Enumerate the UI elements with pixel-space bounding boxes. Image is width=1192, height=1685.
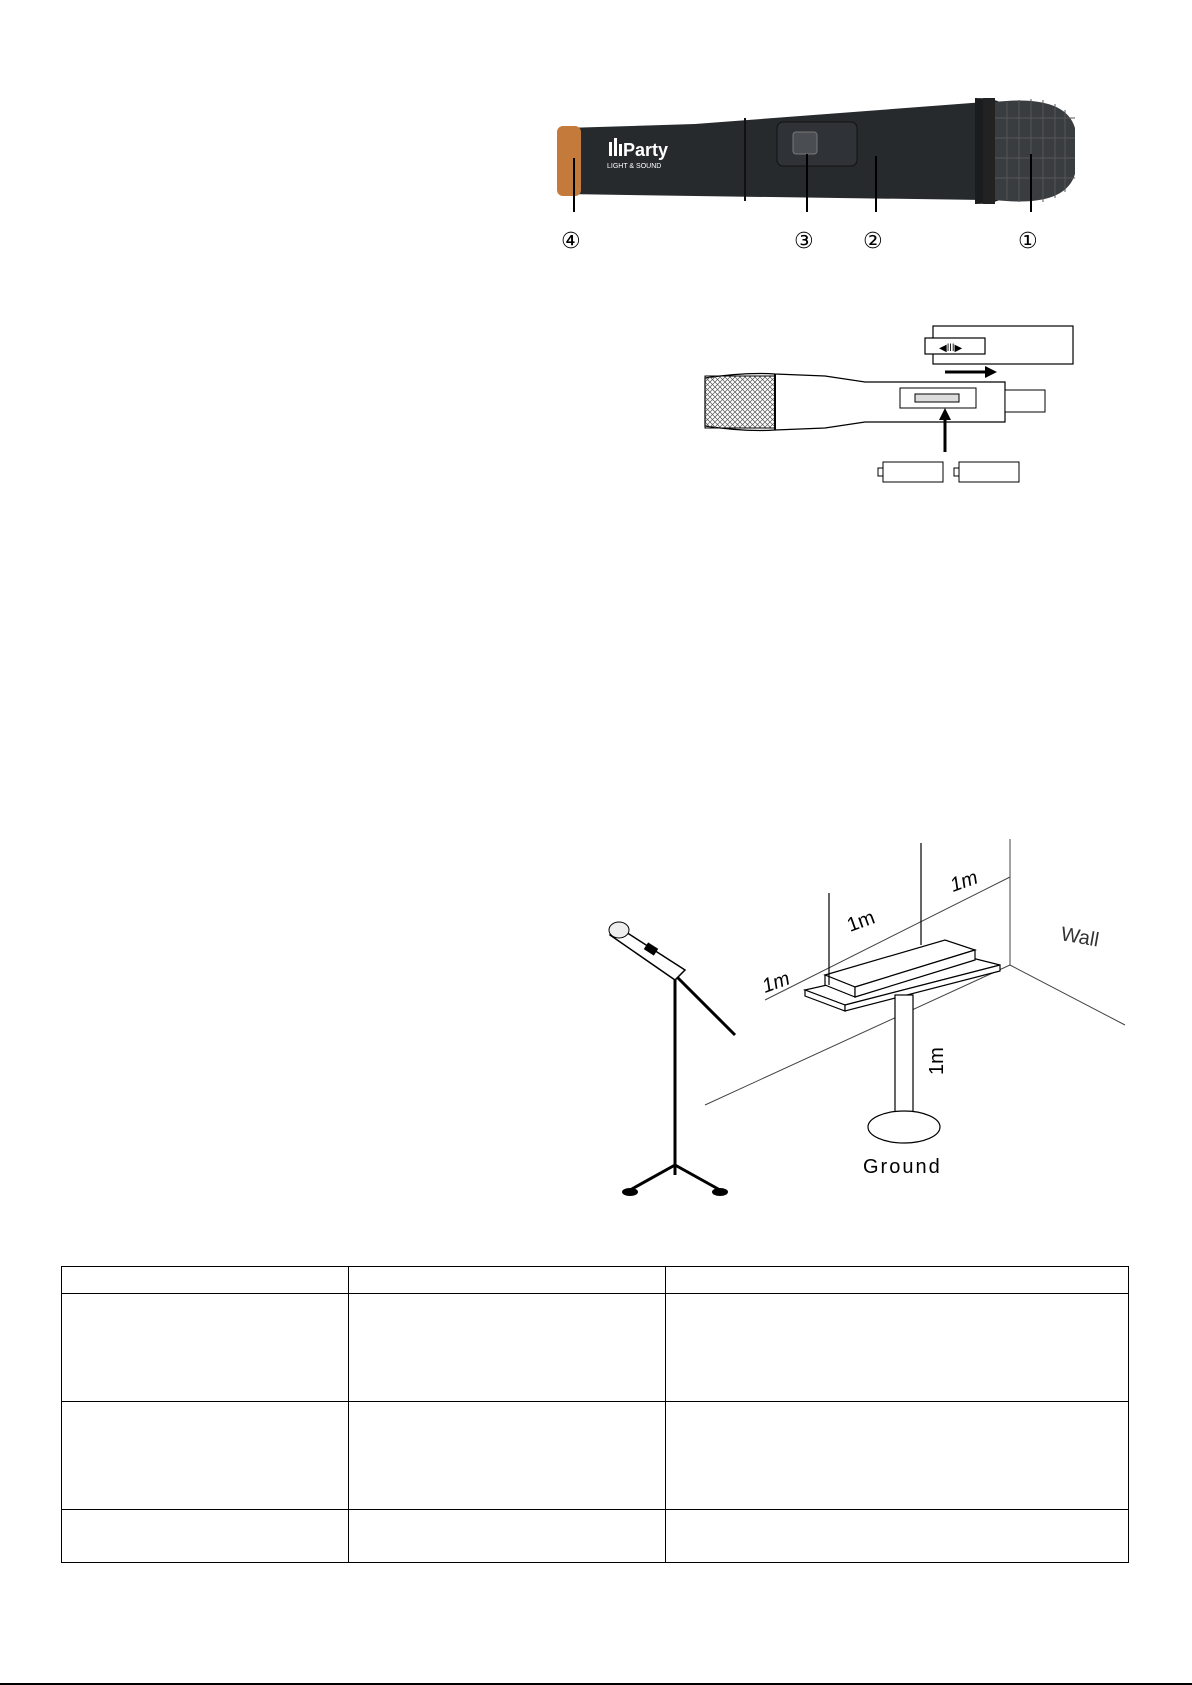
distance-label-height: 1m	[926, 1047, 948, 1075]
callout-2: ②	[863, 229, 883, 254]
ground-label: Ground	[863, 1156, 942, 1178]
battery-right	[959, 462, 1019, 482]
table-cell	[62, 1294, 349, 1402]
svg-text:LIGHT & SOUND: LIGHT & SOUND	[607, 163, 662, 170]
table-cell	[62, 1402, 349, 1510]
table-header-row	[62, 1267, 1129, 1294]
brand-logo	[607, 138, 668, 170]
svg-text:Party: Party	[623, 140, 669, 160]
table-cell	[62, 1510, 349, 1563]
table-row	[62, 1294, 1129, 1402]
table-cell	[349, 1510, 666, 1563]
distance-label-table-left: 1m	[759, 967, 793, 998]
wall-label: Wall	[1059, 923, 1101, 952]
callout-4: ④	[561, 229, 581, 254]
microphone-stand	[630, 975, 735, 1190]
table-cell	[666, 1510, 1129, 1563]
callout-1: ①	[1018, 229, 1038, 254]
table-cell	[349, 1402, 666, 1510]
table-cell	[349, 1294, 666, 1402]
microphone-on-stand	[609, 922, 685, 980]
microphone-photo	[545, 88, 1085, 258]
microphone-grille-outline	[705, 376, 775, 428]
table-header-cell	[666, 1267, 1129, 1294]
table-cell	[666, 1294, 1129, 1402]
distance-label-antenna: 1m	[844, 906, 878, 937]
table-row	[62, 1510, 1129, 1563]
battery-left	[883, 462, 943, 482]
power-switch[interactable]	[793, 132, 817, 154]
callout-3: ③	[794, 229, 814, 254]
placement-diagram	[605, 835, 1130, 1205]
table-header-cell	[62, 1267, 349, 1294]
battery-cap	[557, 126, 581, 196]
troubleshooting-table	[61, 1266, 1129, 1563]
distance-label-wall: 1m	[947, 866, 981, 897]
svg-text:◀ǀǀǀ▶: ◀ǀǀǀ▶	[939, 343, 963, 354]
battery-insertion-diagram	[695, 322, 1080, 487]
table-cell	[666, 1402, 1129, 1510]
table-row	[62, 1402, 1129, 1510]
table-header-cell	[349, 1267, 666, 1294]
